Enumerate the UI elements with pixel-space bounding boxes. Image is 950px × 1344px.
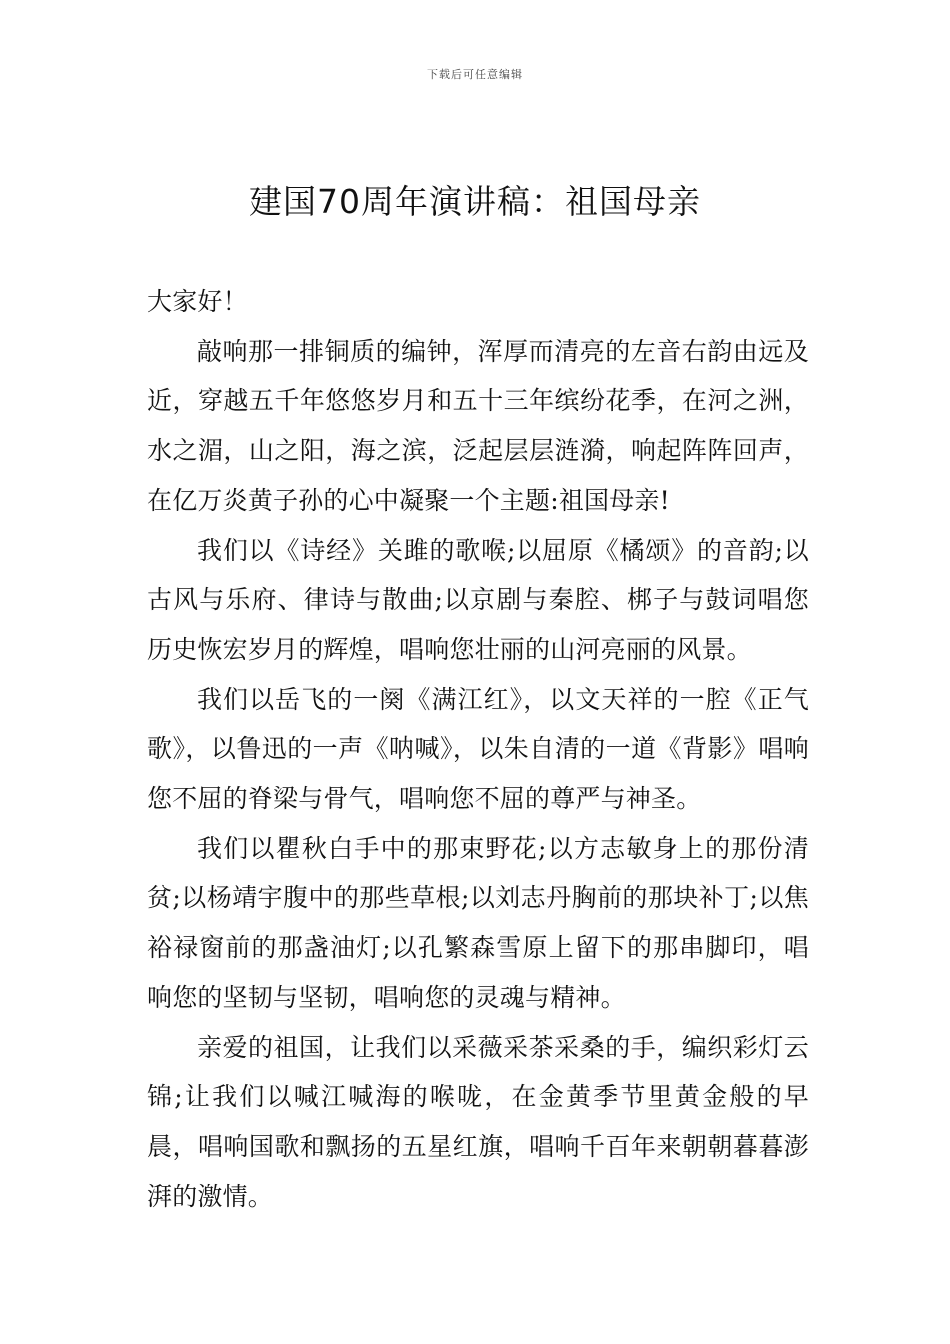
document-body	[147, 277, 809, 1221]
greeting-paragraph: 大家好！	[147, 287, 248, 316]
body-paragraph: 我们以《诗经》关雎的歌喉;以屈原《橘颂》的音韵;以古风与乐府、律诗与散曲;以京剧与秦腔、梆子与鼓词唱您历史恢宏岁月的辉煌，唱响您壮丽的山河亮丽的风景。	[147, 535, 809, 664]
document-title: 建国70周年演讲稿：祖国母亲	[249, 182, 701, 221]
body-paragraph: 敲响那一排铜质的编钟，浑厚而清亮的左音右韵由远及近，穿越五千年悠悠岁月和五十三年缤纷花季，在河之洲，水之湄，山之阳，海之滨，泛起层层涟漪，响起阵阵回声，在亿万炎黄子孙的心中凝聚一个主题:祖国母亲!	[147, 336, 809, 515]
body-paragraph: 我们以瞿秋白手中的那束野花;以方志敏身上的那份清贫;以杨靖宇腹中的那些草根;以刘志丹胸前的那块补丁;以焦裕禄窗前的那盏油灯;以孔繁森雪原上留下的那串脚印，唱响您的坚韧与坚韧，唱响您的灵魂与精神。	[147, 833, 809, 1012]
header-note: 下载后可任意编辑	[427, 68, 523, 81]
body-paragraph: 我们以岳飞的一阕《满江红》，以文天祥的一腔《正气歌》，以鲁迅的一声《呐喊》，以朱自清的一道《背影》唱响您不屈的脊梁与骨气，唱响您不屈的尊严与神圣。	[147, 684, 809, 814]
body-paragraph: 亲爱的祖国，让我们以采薇采茶采桑的手，编织彩灯云锦;让我们以喊江喊海的喉咙，在金黄季节里黄金般的早晨，唱响国歌和飘扬的五星红旗，唱响千百年来朝朝暮暮澎湃的激情。	[147, 1032, 809, 1211]
